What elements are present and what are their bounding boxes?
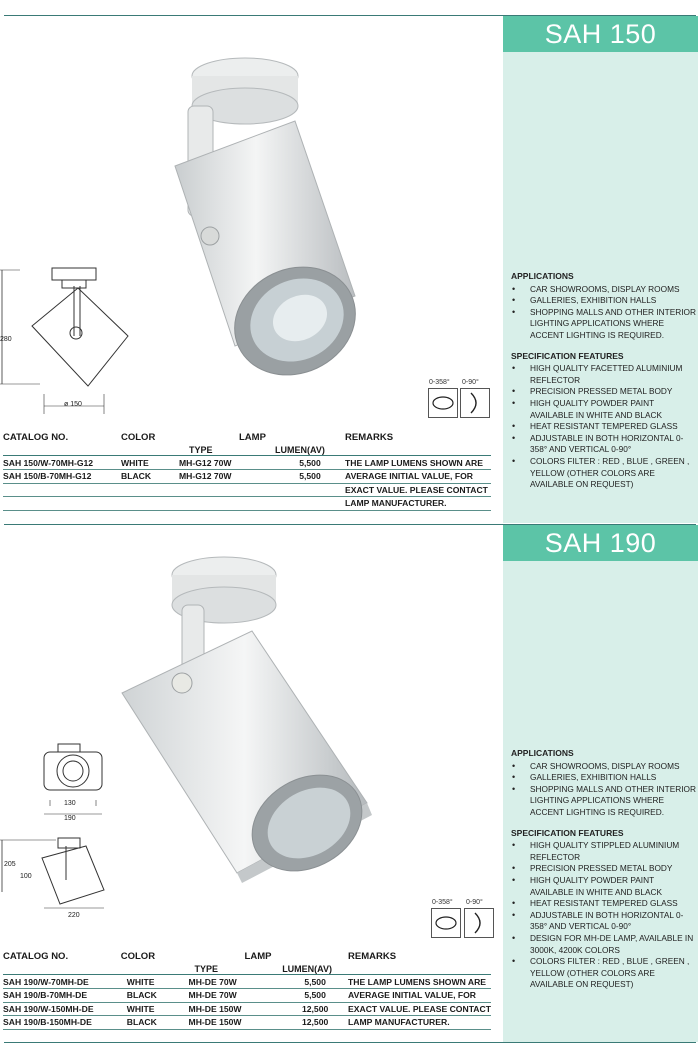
rotation-vertical-label: 0-90° — [466, 899, 483, 906]
applications-list — [511, 761, 697, 819]
dim-h1-label: 205 — [4, 861, 16, 868]
cell-color: BLACK — [121, 1016, 179, 1030]
cell-type: MH-G12 70W — [173, 456, 275, 470]
table-row — [3, 1016, 491, 1030]
dimension-drawing-sah150 — [0, 266, 140, 421]
model-title: SAH 150 — [503, 16, 698, 52]
product-visuals — [0, 16, 500, 523]
cell-remarks: AVERAGE INITIAL VALUE, FOR — [348, 989, 491, 1003]
list-item: • HIGH QUALITY FACETTED ALUMINIUM REFLECTOR — [511, 363, 697, 386]
cell-remarks: THE LAMP LUMENS SHOWN ARE — [345, 456, 491, 470]
table-row — [3, 456, 491, 470]
cell-type: MH-DE 150W — [179, 1002, 283, 1016]
cell-lumen — [275, 483, 345, 497]
cell-color — [121, 483, 173, 497]
product-section-sah150 — [0, 16, 700, 523]
spec-panel-sah150 — [503, 16, 698, 523]
model-title: SAH 190 — [503, 525, 698, 561]
col-lamp-lumen: LUMEN(AV) — [275, 445, 325, 455]
cell-color: WHITE — [121, 975, 179, 989]
col-lamp-type: TYPE — [189, 445, 213, 455]
cell-catalog: SAH 150/W-70MH-G12 — [3, 456, 121, 470]
cell-lumen: 5,500 — [275, 470, 345, 484]
col-remarks: REMARKS — [345, 432, 394, 443]
applications-list — [511, 284, 697, 342]
features-list — [511, 840, 697, 991]
list-item: • GALLERIES, EXHIBITION HALLS — [511, 772, 697, 784]
list-item: • PRECISION PRESSED METAL BODY — [511, 863, 697, 875]
cell-lumen: 5,500 — [282, 975, 348, 989]
list-item: • COLORS FILTER : RED , BLUE , GREEN , YELLOW (OTHER COLORS ARE AVAILABLE ON REQUEST) — [511, 956, 697, 991]
col-color: COLOR — [121, 432, 156, 443]
rotation-vertical-icon — [464, 908, 494, 938]
table-row — [3, 975, 491, 989]
rotation-horizontal-label: 0-358° — [432, 899, 453, 906]
bottom-rule — [4, 1042, 696, 1043]
cell-lumen — [275, 497, 345, 511]
cell-type: MH-DE 70W — [179, 975, 283, 989]
list-item: • ADJUSTABLE IN BOTH HORIZONTAL 0-358° AND VERTICAL 0-90° — [511, 910, 697, 933]
applications-heading: APPLICATIONS — [511, 748, 574, 758]
list-item: • PRECISION PRESSED METAL BODY — [511, 386, 697, 398]
rotation-vertical-icon — [460, 388, 490, 418]
cell-remarks: EXACT VALUE. PLEASE CONTACT — [345, 483, 491, 497]
cell-catalog: SAH 150/B-70MH-G12 — [3, 470, 121, 484]
col-lamp: LAMP — [239, 432, 266, 443]
cell-lumen: 12,500 — [282, 1016, 348, 1030]
cell-type — [173, 497, 275, 511]
list-item: • COLORS FILTER : RED , BLUE , GREEN , YELLOW (OTHER COLORS ARE AVAILABLE ON REQUEST) — [511, 456, 697, 491]
features-list — [511, 363, 697, 491]
list-item: • HIGH QUALITY STIPPLED ALUMINIUM REFLECTOR — [511, 840, 697, 863]
list-item: • HEAT RESISTANT TEMPERED GLASS — [511, 898, 697, 910]
col-catalog-no: CATALOG NO. — [3, 432, 69, 443]
cell-catalog: SAH 190/W-70MH-DE — [3, 975, 121, 989]
cell-catalog — [3, 483, 121, 497]
table-row — [3, 483, 491, 497]
spec-text — [511, 748, 697, 1000]
table-row — [3, 497, 491, 511]
table-row — [3, 470, 491, 484]
cell-remarks: EXACT VALUE. PLEASE CONTACT — [348, 1003, 491, 1014]
cell-catalog: SAH 190/B-150MH-DE — [3, 1016, 121, 1030]
col-remarks: REMARKS — [348, 951, 397, 962]
cell-remarks: LAMP MANUFACTURER. — [345, 497, 491, 511]
catalog-table-sah150 — [3, 430, 491, 511]
col-catalog-no: CATALOG NO. — [3, 951, 69, 962]
col-lamp: LAMP — [244, 951, 272, 962]
list-item: • DESIGN FOR MH-DE LAMP, AVAILABLE IN 3000K, 4200K COLORS — [511, 933, 697, 956]
list-item: • GALLERIES, EXHIBITION HALLS — [511, 295, 697, 307]
spec-text — [511, 271, 697, 500]
dim-w2-label: 190 — [64, 815, 76, 822]
product-visuals — [0, 525, 500, 1042]
cell-color — [121, 497, 173, 511]
rotation-horizontal-icon — [428, 388, 458, 418]
cell-lumen: 5,500 — [275, 456, 345, 470]
dim-w3-label: 220 — [68, 912, 80, 919]
cell-catalog — [3, 497, 121, 511]
dim-h2-label: 100 — [20, 873, 32, 880]
cell-remarks: THE LAMP LUMENS SHOWN ARE — [348, 975, 491, 989]
list-item: • CAR SHOWROOMS, DISPLAY ROOMS — [511, 284, 697, 296]
spec-panel-sah190 — [503, 525, 698, 1042]
cell-lumen: 12,500 — [282, 1002, 348, 1016]
cell-color: WHITE — [121, 1002, 179, 1016]
features-heading: SPECIFICATION FEATURES — [511, 827, 624, 838]
dimension-drawing-sah190 — [0, 740, 115, 915]
applications-heading: APPLICATIONS — [511, 271, 574, 281]
cell-lumen: 5,500 — [282, 989, 348, 1003]
cell-color: BLACK — [121, 989, 179, 1003]
cell-color: WHITE — [121, 456, 173, 470]
product-section-sah190 — [0, 525, 700, 1042]
dim-w1-label: 130 — [64, 800, 76, 807]
rotation-vertical-label: 0-90° — [462, 379, 479, 386]
list-item: • SHOPPING MALLS AND OTHER INTERIOR LIGHTING APPLICATIONS WHERE ACCENT LIGHTING IS REQUIRED. — [511, 307, 697, 342]
cell-catalog: SAH 190/B-70MH-DE — [3, 989, 121, 1003]
list-item: • HEAT RESISTANT TEMPERED GLASS — [511, 421, 697, 433]
list-item: • HIGH QUALITY POWDER PAINT AVAILABLE IN WHITE AND BLACK — [511, 398, 697, 421]
cell-type — [173, 483, 275, 497]
dim-height-label: 280 — [0, 336, 12, 343]
col-lamp-lumen: LUMEN(AV) — [282, 964, 333, 974]
product-photo-sah150 — [140, 56, 370, 396]
cell-color: BLACK — [121, 470, 173, 484]
list-item: • HIGH QUALITY POWDER PAINT AVAILABLE IN WHITE AND BLACK — [511, 875, 697, 898]
cell-type: MH-DE 70W — [179, 989, 283, 1003]
list-item: • SHOPPING MALLS AND OTHER INTERIOR LIGHTING APPLICATIONS WHERE ACCENT LIGHTING IS REQUIRED. — [511, 784, 697, 819]
col-lamp-type: TYPE — [194, 964, 219, 974]
cell-remarks: AVERAGE INITIAL VALUE, FOR — [345, 470, 491, 484]
table-row — [3, 989, 491, 1003]
col-color: COLOR — [120, 951, 156, 962]
cell-type: MH-DE 150W — [179, 1016, 283, 1030]
dim-diameter-label: ø 150 — [64, 401, 82, 408]
table-row — [3, 1002, 491, 1016]
list-item: • ADJUSTABLE IN BOTH HORIZONTAL 0-358° AND VERTICAL 0-90° — [511, 433, 697, 456]
product-photo-sah190 — [112, 553, 382, 898]
catalog-table-sah190 — [3, 949, 491, 1030]
cell-type: MH-G12 70W — [173, 470, 275, 484]
rotation-horizontal-label: 0-358° — [429, 379, 450, 386]
features-heading: SPECIFICATION FEATURES — [511, 350, 624, 361]
rotation-horizontal-icon — [431, 908, 461, 938]
cell-remarks: LAMP MANUFACTURER. — [348, 1016, 491, 1030]
list-item: • CAR SHOWROOMS, DISPLAY ROOMS — [511, 761, 697, 773]
cell-catalog: SAH 190/W-150MH-DE — [3, 1002, 121, 1016]
